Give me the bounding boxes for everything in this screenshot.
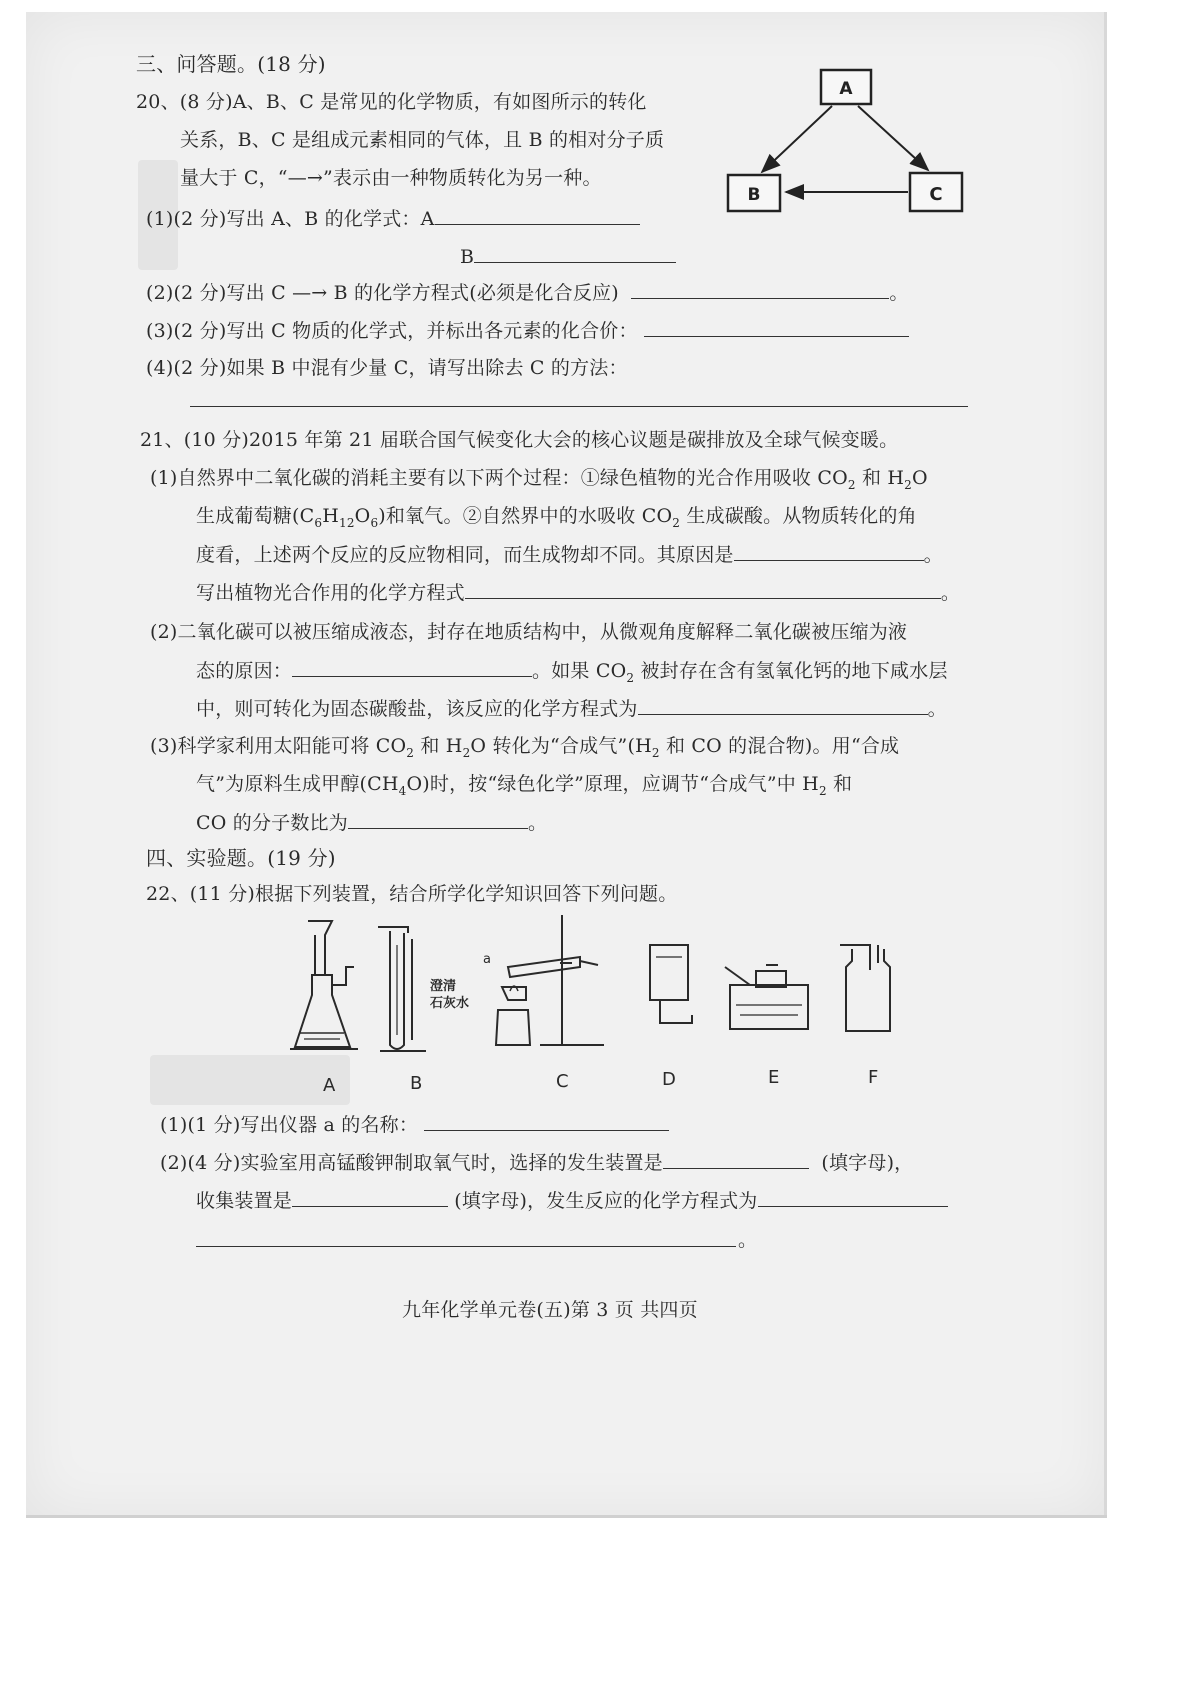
text: 和 CO 的混合物)。用“合成: [659, 735, 900, 757]
q22-part-2-line-1: [160, 1150, 913, 1175]
q22-part-2-line-2: [196, 1188, 948, 1213]
node-b-label: B: [747, 185, 761, 205]
apparatus-c-heating: [483, 915, 604, 1045]
text: 和 H: [414, 735, 463, 757]
q20-part-2-text: (2)(2 分)写出 C —→ B 的化学方程式(必须是化合反应): [146, 282, 619, 304]
text: 中，则可转化为固态碳酸盐，该反应的化学方程式为: [196, 698, 638, 720]
q22-answer-equation-line-2[interactable]: [196, 1246, 736, 1247]
q21-part-1-line-2: [196, 504, 917, 535]
q21-part-3-line-1: [150, 734, 899, 765]
paper-edge-right: [1104, 12, 1107, 1517]
label-e: E: [768, 1067, 780, 1088]
label-c: C: [556, 1071, 569, 1092]
text: 写出植物光合作用的化学方程式: [196, 582, 465, 604]
sub: 2: [406, 745, 415, 760]
sub: 6: [314, 515, 323, 530]
q20-part-2: [146, 280, 909, 305]
apparatus-a-flask: [290, 921, 358, 1049]
text: (填字母)，: [821, 1152, 914, 1174]
q20-stem-line-1: 20、(8 分)A、B、C 是常见的化学物质，有如图所示的转化: [136, 91, 647, 113]
q20-answer-method-line[interactable]: [190, 406, 968, 407]
q21-answer-photosynthesis[interactable]: [465, 580, 941, 599]
text: 。: [923, 544, 943, 566]
label-b: B: [410, 1073, 423, 1094]
q21-part-3-line-2: [196, 772, 852, 803]
text: O: [354, 505, 371, 527]
q21-part-3-line-3: [196, 810, 547, 835]
q22-part-1: [160, 1112, 669, 1137]
q21-answer-micro-reason[interactable]: [292, 658, 532, 677]
text: CO 的分子数比为: [196, 812, 348, 834]
text: 态的原因：: [196, 660, 293, 682]
q20-part-1-b-label: B: [460, 246, 475, 268]
q20-part-1-label: (1)(2 分)写出 A、B 的化学式：A: [146, 208, 435, 230]
q21-part-1-line-1: [150, 466, 928, 497]
q22-answer-collector[interactable]: [292, 1188, 448, 1207]
page-footer: 九年化学单元卷(五)第 3 页 共四页: [402, 1299, 698, 1321]
text: (3)科学家利用太阳能可将 CO: [150, 735, 407, 757]
node-a-label: A: [839, 79, 853, 99]
text: 。: [940, 582, 961, 604]
q21-stem: 21、(10 分)2015 年第 21 届联合国气候变化大会的核心议题是碳排放及全球气候变暖。: [140, 429, 899, 451]
sub: 2: [651, 745, 660, 760]
q21-part-1-text-b: 和 H: [855, 467, 905, 489]
label-a: A: [323, 1075, 336, 1095]
text: 生成葡萄糖(C: [196, 505, 315, 527]
text: 被封存在含有氢氧化钙的地下咸水层: [634, 660, 948, 682]
instrument-a-mark: a: [483, 952, 491, 967]
arrow-a-to-c: [858, 106, 928, 170]
q21-part-1-line-4: [196, 580, 960, 605]
sub: 2: [626, 670, 635, 685]
section-3-title: 三、问答题。(18 分): [136, 52, 326, 76]
q20-stem-line-2: 关系，B、C 是组成元素相同的气体，且 B 的相对分子质: [180, 129, 665, 151]
text: O 转化为“合成气”(H: [470, 735, 652, 757]
apparatus-labels: [323, 1067, 878, 1095]
label-d: D: [662, 1069, 676, 1090]
q21-answer-ratio[interactable]: [348, 810, 528, 829]
q22-stem: 22、(11 分)根据下列装置，结合所学化学知识回答下列问题。: [146, 883, 678, 905]
text: 生成碳酸。从物质转化的角: [680, 505, 917, 527]
apparatus-e-trough: [725, 965, 808, 1029]
q21-part-1-line-3: [196, 542, 943, 567]
paper-edge-bottom: [26, 1515, 1107, 1518]
text: 。: [927, 698, 947, 720]
q21-part-2-line-3: [196, 696, 947, 721]
text: (填字母)，发生反应的化学方程式为: [454, 1190, 758, 1212]
limewater-label-2: 石灰水: [430, 996, 470, 1011]
sub: 12: [338, 515, 355, 530]
q22-answer-equation[interactable]: [758, 1188, 948, 1207]
text: (1)(1 分)写出仪器 a 的名称：: [160, 1114, 419, 1136]
q20-part-1: [146, 206, 640, 231]
sub: 6: [370, 515, 379, 530]
q20-part-3-text: (3)(2 分)写出 C 物质的化学式，并标出各元素的化合价：: [146, 320, 638, 342]
q21-part-2-line-2: [196, 658, 948, 690]
q21-part-2-line-1: (2)二氧化碳可以被压缩成液态，封存在地质结构中，从微观角度解释二氧化碳被压缩为液: [150, 621, 908, 643]
limewater-label-1: 澄清: [430, 979, 457, 994]
q20-answer-a[interactable]: [435, 206, 640, 225]
q21-part-1-text-c: O: [912, 467, 928, 489]
q21-part-1-text-a: (1)自然界中二氧化碳的消耗主要有以下两个过程：①绿色植物的光合作用吸收 CO: [150, 467, 848, 489]
node-c-label: C: [929, 184, 943, 205]
q20-part-2-end: 。: [889, 282, 909, 304]
sub: 4: [398, 783, 407, 798]
q20-answer-b[interactable]: [474, 244, 676, 263]
text: H: [322, 505, 339, 527]
q20-transformation-diagram: [720, 60, 980, 230]
text: 度看，上述两个反应的反应物相同，而生成物却不同。其原因是: [196, 544, 734, 566]
text: 收集装置是: [196, 1190, 293, 1212]
apparatus-d-collection: [650, 945, 692, 1023]
text: (2)(4 分)实验室用高锰酸钾制取氧气时，选择的发生装置是: [160, 1152, 663, 1174]
q20-answer-equation[interactable]: [631, 280, 889, 299]
q22-apparatus-figure: [280, 905, 920, 1095]
text: 。: [527, 812, 548, 834]
q20-stem-line-3: 量大于 C，“—→”表示由一种物质转化为另一种。: [180, 167, 602, 189]
text: O)时，按“绿色化学”原理，应调节“合成气”中 H: [406, 773, 819, 795]
q20-part-4: (4)(2 分)如果 B 中混有少量 C，请写出除去 C 的方法：: [146, 357, 628, 379]
q20-part-1-b: [460, 244, 676, 269]
q22-part-2-end: 。: [738, 1229, 758, 1251]
sub-2: 2: [904, 477, 913, 492]
apparatus-f-jar: [840, 945, 890, 1031]
q22-answer-instrument-name[interactable]: [424, 1112, 669, 1131]
q21-answer-carbonate-eq[interactable]: [638, 696, 928, 715]
label-f: F: [868, 1067, 879, 1088]
sub: 2: [672, 515, 681, 530]
q22-answer-generator[interactable]: [663, 1150, 809, 1169]
arrow-a-to-b: [762, 106, 832, 172]
text: 气”为原料生成甲醇(CH: [196, 773, 399, 795]
q20-answer-valence[interactable]: [644, 318, 909, 337]
q21-answer-reason[interactable]: [734, 542, 924, 561]
sub: 2: [818, 783, 827, 798]
text: 。如果 CO: [532, 660, 627, 682]
q20-part-3: [146, 318, 909, 343]
text: 和: [826, 773, 853, 795]
section-4-title: 四、实验题。(19 分): [146, 846, 336, 870]
sub: 2: [462, 745, 471, 760]
text: )和氧气。②自然界中的水吸收 CO: [378, 505, 673, 527]
apparatus-b-tube: [378, 927, 426, 1051]
sub-2: 2: [847, 477, 856, 492]
